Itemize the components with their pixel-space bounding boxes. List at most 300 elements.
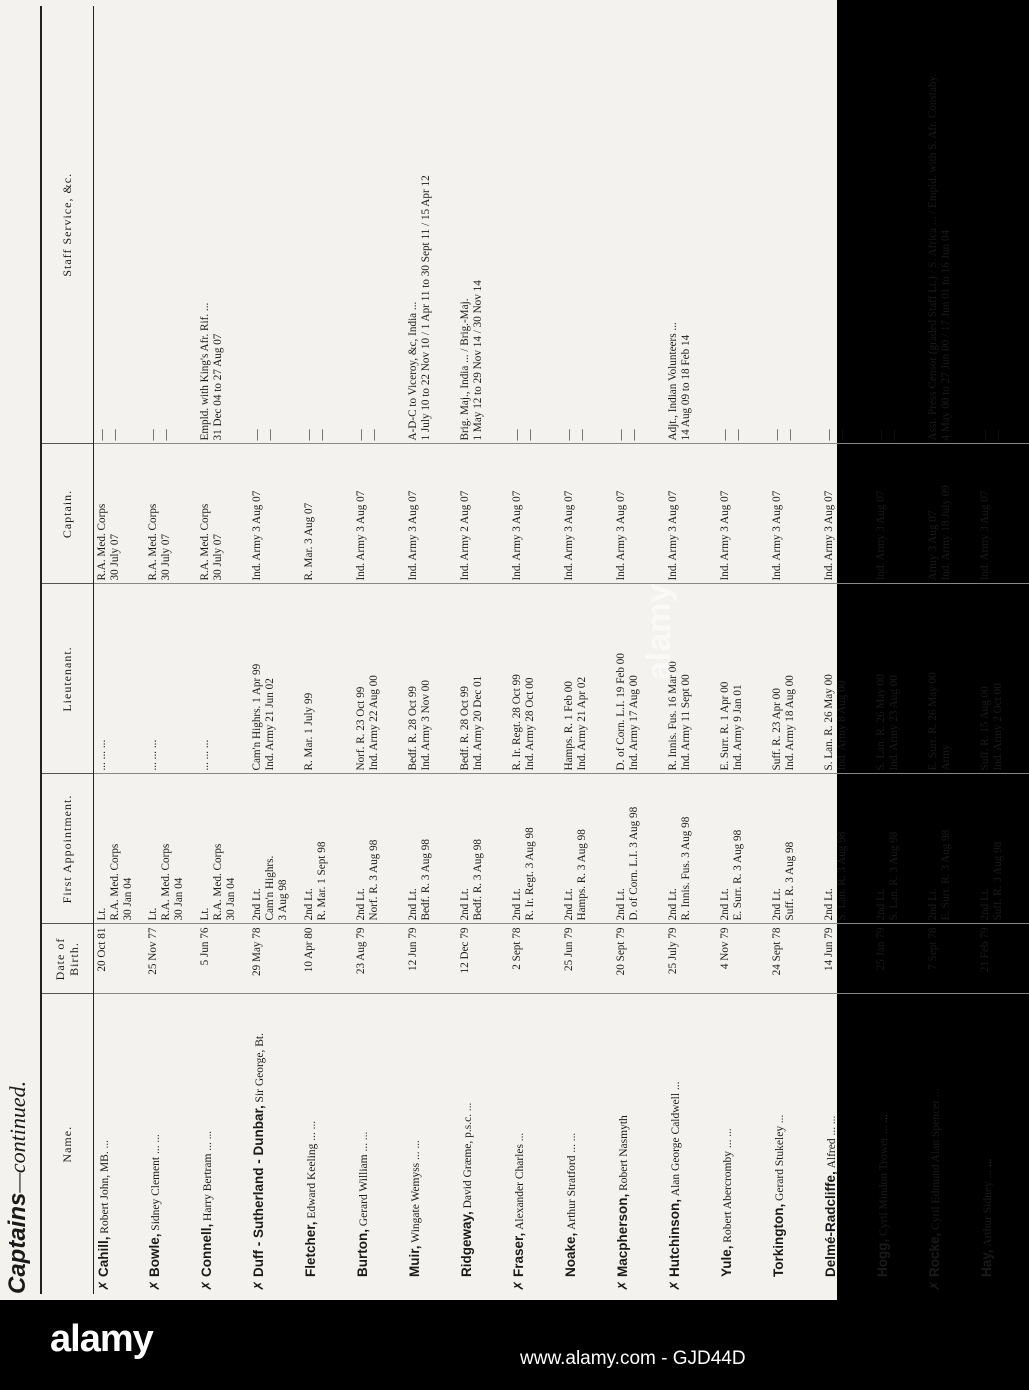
table-header-row xyxy=(41,6,93,1294)
surname: Yule, xyxy=(719,1245,734,1277)
lieutenant-line: Ind. Army 2 Oct 00 xyxy=(992,683,1005,771)
first-appointment-line: 3 Aug 98 xyxy=(277,879,290,921)
surname: Connell, xyxy=(199,1223,214,1277)
first-appointment-cell xyxy=(769,774,821,924)
name-cell xyxy=(717,994,769,1294)
name-cell xyxy=(561,994,613,1294)
staff-service-line: — xyxy=(784,429,797,441)
staff-service-cell xyxy=(613,6,665,444)
captain-cell xyxy=(873,444,925,584)
lieutenant-line: Ind. Army 17 Aug 00 xyxy=(628,675,641,771)
first-appointment-line: 2nd Lt. xyxy=(719,888,731,921)
given-names: Alan George Caldwell ... xyxy=(670,1081,682,1197)
name-cell xyxy=(873,994,925,1294)
staff-service-line: — xyxy=(563,429,575,441)
table-row xyxy=(873,6,925,1294)
cross-mark: ✗ xyxy=(147,1280,162,1291)
first-appointment-line: 2nd Lt. xyxy=(563,888,575,921)
first-appointment-line: Cam'n Highrs. xyxy=(264,855,277,921)
staff-service-cell xyxy=(561,6,613,444)
lieutenant-cell xyxy=(249,584,301,774)
table-row xyxy=(353,6,405,1294)
given-names: David Græme, p.s.c. xyxy=(462,1113,474,1209)
surname: Torkington, xyxy=(771,1203,786,1277)
first-appointment-cell xyxy=(665,774,717,924)
name-cell xyxy=(821,994,873,1294)
name-cell xyxy=(301,994,353,1294)
table-row xyxy=(769,6,821,1294)
first-appointment-line: E. Surr. R. 3 Aug 98 xyxy=(732,829,745,921)
table-row xyxy=(925,6,977,1294)
captain-line: 30 July 07 xyxy=(212,533,225,581)
first-appointment-line: Suff. R. 3 Aug 98 xyxy=(784,841,797,921)
captain-cell xyxy=(613,444,665,584)
captain-cell xyxy=(353,444,405,584)
first-appointment-cell xyxy=(873,774,925,924)
first-appointment-cell xyxy=(457,774,509,924)
first-appointment-line: 2nd Lt. xyxy=(407,888,419,921)
first-appointment-cell xyxy=(561,774,613,924)
captain-line: Ind. Army 3 Aug 07 xyxy=(615,490,627,581)
date-of-birth: 20 Oct 81 xyxy=(95,927,108,972)
dob-cell xyxy=(925,924,977,994)
date-of-birth: 12 Dec 79 xyxy=(459,927,471,974)
staff-service-cell xyxy=(145,6,197,444)
lieutenant-cell xyxy=(873,584,925,774)
staff-service-cell xyxy=(769,6,821,444)
first-appointment-line: D. of Corn. L.I. 3 Aug 98 xyxy=(628,806,641,921)
surname: Noake, xyxy=(563,1232,578,1277)
first-appointment-line: Bedf. R. 3 Aug 98 xyxy=(420,839,433,921)
captain-cell xyxy=(249,444,301,584)
given-names: Edward Keeling ... xyxy=(306,1132,318,1219)
heading-subtitle: —continued. xyxy=(5,1080,30,1193)
staff-service-line: — xyxy=(251,429,263,441)
first-appointment-line: S. Lan. R. 3 Aug 98 xyxy=(836,831,849,921)
lieutenant-cell xyxy=(145,584,197,774)
staff-service-cell xyxy=(977,6,1029,444)
name-cell xyxy=(925,994,977,1294)
staff-service-line: — xyxy=(316,429,329,441)
table-row xyxy=(301,6,353,1294)
staff-service-cell xyxy=(821,6,873,444)
staff-service-cell xyxy=(405,6,457,444)
lieutenant-cell xyxy=(717,584,769,774)
first-appointment-cell xyxy=(197,774,249,924)
surname: Macpherson, xyxy=(615,1193,630,1277)
date-of-birth: 25 July 79 xyxy=(667,927,679,975)
surname: Muir, xyxy=(407,1245,422,1277)
lieutenant-line: S. Lan. R. 26 May 00 xyxy=(875,674,887,771)
captain-line: Ind. Army 3 Aug 07 xyxy=(251,490,263,581)
first-appointment-line: R. Ir. Regt. 3 Aug 98 xyxy=(524,827,537,921)
captains-table xyxy=(40,6,1029,1294)
first-appointment-cell xyxy=(301,774,353,924)
first-appointment-cell xyxy=(821,774,873,924)
date-of-birth: 14 Jun 79 xyxy=(823,927,835,972)
table-row xyxy=(145,6,197,1294)
dob-cell xyxy=(613,924,665,994)
given-names: Arthur Sidney ... xyxy=(982,1169,994,1247)
lieutenant-line: ... ... ... xyxy=(147,739,159,771)
first-appointment-cell xyxy=(717,774,769,924)
name-cell xyxy=(405,994,457,1294)
leader-dots: ... xyxy=(878,1114,890,1123)
page-heading xyxy=(4,1081,32,1294)
lieutenant-line: S. Lan. R. 26 May 00 xyxy=(823,674,835,771)
name-cell xyxy=(145,994,197,1294)
lieutenant-line: Ind. Army 18 Aug 00 xyxy=(784,675,797,771)
lieutenant-cell xyxy=(977,584,1029,774)
col-header-dob: Date of Birth. xyxy=(41,924,93,994)
first-appointment-line: 2nd Lt. xyxy=(927,888,939,921)
staff-service-line: Asst. Press Censor (graded Staff Lt.) / S. Africa ... / Empld. with S. Afr. Constaby. xyxy=(927,73,939,441)
surname: Fraser, xyxy=(511,1232,526,1277)
leader-dots: ... xyxy=(982,1158,994,1167)
table-row xyxy=(717,6,769,1294)
staff-service-line: — xyxy=(992,429,1005,441)
name-cell xyxy=(977,994,1029,1294)
lieutenant-line: D. of Corn. L.I. 19 Feb 00 xyxy=(615,653,627,771)
lieutenant-line: R. Ir. Regt. 28 Oct 99 xyxy=(511,674,523,771)
staff-service-line: Brig. Maj., India ... / Brig.-Maj. xyxy=(459,298,471,441)
surname: Fletcher, xyxy=(303,1221,318,1277)
leader-dots: ... xyxy=(514,1132,526,1142)
captain-line: Ind. Army 3 Aug 07 xyxy=(979,490,991,581)
surname: Duff - Sutherland - Dunbar, xyxy=(251,1105,266,1277)
surname: Cahill, xyxy=(95,1236,111,1277)
leader-dots: ... xyxy=(566,1132,578,1142)
lieutenant-line: Ind. Army 11 Sept 00 xyxy=(680,674,693,771)
staff-service-line: 31 Dec 04 to 27 Aug 07 xyxy=(212,333,225,441)
col-header-name: Name. xyxy=(41,994,93,1294)
captain-line: Ind. Army 3 Aug 07 xyxy=(355,490,367,581)
captain-line: R. Mar. 3 Aug 07 xyxy=(303,502,315,581)
name-cell xyxy=(353,994,405,1294)
staff-service-line: Empld. with King's Afr. Rif. ... xyxy=(199,302,211,441)
date-of-birth: 10 Apr 80 xyxy=(303,927,315,973)
dob-cell xyxy=(457,924,509,994)
first-appointment-line: 2nd Lt. xyxy=(459,888,471,921)
dob-cell xyxy=(249,924,301,994)
table-row xyxy=(821,6,873,1294)
date-of-birth: 20 Sept 79 xyxy=(615,927,627,976)
leader-dots: ... xyxy=(722,1128,734,1137)
lieutenant-line: Ind. Army 9 Jan 01 xyxy=(732,684,745,771)
captain-cell xyxy=(405,444,457,584)
first-appointment-line: 2nd Lt. xyxy=(615,888,627,921)
staff-service-line: A-D-C to Viceroy, &c, India ... xyxy=(407,301,419,441)
captain-line: Army 3 Aug 07 xyxy=(927,510,939,581)
table-row xyxy=(249,6,301,1294)
first-appointment-line: Lt. xyxy=(199,907,211,921)
lieutenant-line: ... ... ... xyxy=(95,739,108,771)
first-appointment-line: 2nd Lt. xyxy=(771,888,783,921)
staff-service-line: — xyxy=(511,429,523,441)
captain-line: Ind. Army 3 Aug 07 xyxy=(563,490,575,581)
lieutenant-line: Army xyxy=(940,744,953,771)
captain-cell xyxy=(665,444,717,584)
lieutenant-cell xyxy=(821,584,873,774)
lieutenant-cell xyxy=(561,584,613,774)
name-cell xyxy=(249,994,301,1294)
surname: Bowle, xyxy=(147,1233,162,1277)
col-header-staff-service: Staff Service, &c. xyxy=(41,6,93,444)
first-appointment-line: 2nd Lt. xyxy=(667,888,679,921)
cross-mark: ✗ xyxy=(615,1280,630,1291)
surname: Hay, xyxy=(979,1249,994,1277)
staff-service-cell xyxy=(93,6,145,444)
dob-cell xyxy=(197,924,249,994)
lieutenant-line: E. Surr. R. 1 Apr 00 xyxy=(719,681,731,771)
staff-service-line: — xyxy=(888,429,901,441)
cross-mark: ✗ xyxy=(927,1280,942,1291)
first-appointment-line: 2nd Lt. xyxy=(511,888,523,921)
lieutenant-line: Hamps. R. 1 Feb 00 xyxy=(563,681,575,771)
date-of-birth: 23 Aug 79 xyxy=(355,927,367,975)
captain-cell xyxy=(93,444,145,584)
staff-service-line: — xyxy=(836,429,849,441)
lieutenant-line: Bedf. R. 28 Oct 99 xyxy=(407,685,419,771)
captain-cell xyxy=(717,444,769,584)
col-header-lieutenant: Lieutenant. xyxy=(41,584,93,774)
leader-dots: ... xyxy=(202,1130,214,1140)
captain-line: R.A. Med. Corps xyxy=(95,503,108,581)
lieutenant-cell xyxy=(353,584,405,774)
dob-cell xyxy=(353,924,405,994)
staff-service-line: — xyxy=(823,429,835,441)
date-of-birth: 12 Jun 79 xyxy=(407,927,419,972)
leader-dots: ... xyxy=(826,1115,838,1125)
date-of-birth: 7 Sept 78 xyxy=(927,927,939,970)
col-header-first-appointment: First Appointment. xyxy=(41,774,93,924)
first-appointment-line: 2nd Lt. xyxy=(875,888,887,921)
staff-service-line: — xyxy=(303,429,315,441)
staff-service-line: — xyxy=(147,429,159,441)
given-names: Robert Nasmyth xyxy=(618,1115,630,1191)
table-row xyxy=(405,6,457,1294)
lieutenant-line: Ind. Army 22 Aug 00 xyxy=(368,675,381,771)
first-appointment-line: 2nd Lt. xyxy=(979,888,991,921)
lieutenant-line: E. Surr. R. 26 May 00 xyxy=(927,672,939,771)
name-cell xyxy=(769,994,821,1294)
first-appointment-cell xyxy=(977,774,1029,924)
col-header-captain: Captain. xyxy=(41,444,93,584)
staff-service-line: — xyxy=(615,429,627,441)
date-of-birth: 2 Sept 78 xyxy=(511,927,523,970)
staff-service-cell xyxy=(665,6,717,444)
lieutenant-line: Suff. R. 15 Aug 00 xyxy=(979,686,991,771)
given-names: Alexander Charles xyxy=(514,1144,526,1230)
dob-cell xyxy=(821,924,873,994)
first-appointment-line: R. Innis. Fus. 3 Aug 98 xyxy=(680,816,693,921)
lieutenant-line: Norf. R. 23 Oct 99 xyxy=(355,686,367,771)
cross-mark: ✗ xyxy=(251,1280,266,1291)
lieutenant-cell xyxy=(509,584,561,774)
first-appointment-line: Bedf. R. 3 Aug 98 xyxy=(472,839,485,921)
table-row xyxy=(509,6,561,1294)
date-of-birth: 5 Jun 76 xyxy=(199,927,211,966)
first-appointment-cell xyxy=(925,774,977,924)
first-appointment-line: Norf. R. 3 Aug 98 xyxy=(368,839,381,921)
lieutenant-line: Ind. Army 3 Nov 00 xyxy=(420,680,433,771)
lieutenant-line: Ind. Army 20 Dec 01 xyxy=(472,675,485,771)
date-of-birth: 21 Feb 79 xyxy=(979,927,991,973)
captain-cell xyxy=(977,444,1029,584)
captain-line: Ind. Army 3 Aug 07 xyxy=(407,490,419,581)
given-names: Sir George, Bt. xyxy=(254,1033,266,1103)
staff-service-line: — xyxy=(108,429,121,441)
name-cell xyxy=(197,994,249,1294)
staff-service-line: — xyxy=(771,429,783,441)
leader-dots: ... xyxy=(150,1134,162,1143)
stock-id: www.alamy.com - GJD44D xyxy=(520,1348,746,1369)
first-appointment-line: Lt. xyxy=(147,907,159,921)
dob-cell xyxy=(665,924,717,994)
given-names: Sidney Clement ... xyxy=(150,1145,162,1231)
captain-cell xyxy=(561,444,613,584)
captain-line: Ind. Army 3 Aug 07 xyxy=(667,490,679,581)
cross-mark: ✗ xyxy=(511,1280,526,1291)
captain-cell xyxy=(197,444,249,584)
staff-service-line: 1 July 10 to 22 Nov 10 / 1 Apr 11 to 30 Sept 11 / 15 Apr 12 xyxy=(420,175,433,441)
captain-cell xyxy=(769,444,821,584)
given-names: Wingate Wemyss ... xyxy=(410,1151,422,1243)
lieutenant-cell xyxy=(301,584,353,774)
captain-cell xyxy=(145,444,197,584)
name-cell xyxy=(93,994,145,1294)
leader-dots: ... xyxy=(98,1140,111,1149)
staff-service-cell xyxy=(457,6,509,444)
name-cell xyxy=(665,994,717,1294)
first-appointment-line: Hamps. R. 3 Aug 98 xyxy=(576,829,589,921)
given-names: Robert Abercromby ... xyxy=(722,1139,734,1243)
given-names: Gerard Stukeley xyxy=(774,1125,786,1201)
staff-service-line: — xyxy=(732,429,745,441)
captain-cell xyxy=(925,444,977,584)
lieutenant-line: Ind. Army 8 Aug 00 xyxy=(836,680,849,771)
first-appointment-line: 2nd Lt. xyxy=(355,888,367,921)
given-names: Robert John, MB. xyxy=(98,1151,111,1234)
first-appointment-line: 30 Jan 04 xyxy=(225,877,238,921)
first-appointment-line: R.A. Med. Corps xyxy=(108,843,121,921)
staff-service-line: — xyxy=(576,429,589,441)
captain-line: Ind. Army 3 Aug 07 xyxy=(719,490,731,581)
staff-service-line: — xyxy=(355,429,367,441)
date-of-birth: 29 May 78 xyxy=(251,927,263,976)
first-appointment-cell xyxy=(509,774,561,924)
cross-mark: ✗ xyxy=(667,1280,682,1291)
date-of-birth: 4 Nov 79 xyxy=(719,927,731,970)
first-appointment-cell xyxy=(145,774,197,924)
first-appointment-cell xyxy=(405,774,457,924)
lieutenant-cell xyxy=(93,584,145,774)
given-names: Cyril Edmund Alan Spencer ... xyxy=(930,1088,942,1230)
captain-line: R.A. Med. Corps xyxy=(199,503,211,581)
first-appointment-line: R. Mar. 1 Sept 98 xyxy=(316,841,329,921)
first-appointment-line: E. Surr. R. 3 Aug 98 xyxy=(940,829,953,921)
captain-line: Ind. Army 2 Aug 07 xyxy=(459,490,471,581)
table-row xyxy=(197,6,249,1294)
first-appointment-line: 2nd Lt. xyxy=(823,888,835,921)
captain-line: Ind. Army 3 Aug 07 xyxy=(511,490,523,581)
lieutenant-cell xyxy=(197,584,249,774)
captain-cell xyxy=(301,444,353,584)
staff-service-line: — xyxy=(368,429,381,441)
lieutenant-line: Ind. Army 28 Oct 00 xyxy=(524,677,537,771)
given-names: Arthur Stratford ... xyxy=(566,1144,578,1230)
lieutenant-line: Ind. Army 23 Aug 00 xyxy=(888,675,901,771)
surname: Ridgeway, xyxy=(459,1211,474,1277)
captain-line: 30 July 07 xyxy=(160,533,173,581)
date-of-birth: 25 Jun 79 xyxy=(563,927,575,972)
stock-logo: alamy xyxy=(50,1318,153,1360)
lieutenant-line: Ind. Army 21 Jun 02 xyxy=(264,678,277,771)
captain-line: Ind. Army 18 July 09 xyxy=(940,485,953,581)
staff-service-cell xyxy=(925,6,977,444)
staff-service-line: — xyxy=(719,429,731,441)
watermark: alamy xyxy=(640,583,678,680)
given-names: Cyril Mindon Trower ... xyxy=(878,1125,890,1236)
name-cell xyxy=(613,994,665,1294)
captain-line: Ind. Army 3 Aug 07 xyxy=(771,490,783,581)
given-names: Alfred ... xyxy=(826,1126,838,1169)
cross-mark: ✗ xyxy=(95,1280,111,1291)
surname: Rocke, xyxy=(927,1232,942,1277)
staff-service-cell xyxy=(197,6,249,444)
staff-service-line: — xyxy=(979,429,991,441)
table-row xyxy=(93,6,145,1294)
staff-service-cell xyxy=(509,6,561,444)
lieutenant-line: Suff. R. 23 Apr 00 xyxy=(771,688,783,771)
staff-service-line: — xyxy=(875,429,887,441)
staff-service-cell xyxy=(717,6,769,444)
dob-cell xyxy=(509,924,561,994)
dob-cell xyxy=(717,924,769,994)
lieutenant-cell xyxy=(769,584,821,774)
heading-title: Captains xyxy=(4,1192,31,1294)
surname: Hutchinson, xyxy=(667,1199,682,1277)
lieutenant-line: ... ... ... xyxy=(199,739,211,771)
dob-cell xyxy=(873,924,925,994)
dob-cell xyxy=(145,924,197,994)
dob-cell xyxy=(769,924,821,994)
table-row xyxy=(561,6,613,1294)
lieutenant-line: R. Innis. Fus. 16 Mar 00 xyxy=(667,661,679,771)
leader-dots: ... xyxy=(774,1114,786,1124)
given-names: Harry Bertram ... xyxy=(202,1142,214,1221)
date-of-birth: 25 Jan 79 xyxy=(875,927,887,971)
first-appointment-cell xyxy=(613,774,665,924)
staff-service-line: 14 Aug 09 to 18 Feb 14 xyxy=(680,334,693,441)
surname: Burton, xyxy=(355,1229,370,1277)
surname: Delmé-Radcliffe, xyxy=(823,1171,838,1277)
staff-service-line: 1 May 12 to 29 Nov 14 / 30 Nov 14 xyxy=(472,280,485,441)
first-appointment-line: 2nd Lt. xyxy=(303,888,315,921)
staff-service-line: — xyxy=(95,429,108,441)
staff-service-line: — xyxy=(264,429,277,441)
staff-service-cell xyxy=(873,6,925,444)
lieutenant-line: Cam'n Highrs. 1 Apr 99 xyxy=(251,663,263,771)
captain-line: 30 July 07 xyxy=(108,533,121,581)
first-appointment-line: 30 Jan 04 xyxy=(121,877,134,921)
dob-cell xyxy=(301,924,353,994)
staff-service-cell xyxy=(301,6,353,444)
leader-dots: ... xyxy=(306,1120,318,1130)
leader-dots: ... xyxy=(358,1131,370,1141)
first-appointment-line: 30 Jan 04 xyxy=(173,877,186,921)
first-appointment-line: Lt. xyxy=(95,907,108,921)
